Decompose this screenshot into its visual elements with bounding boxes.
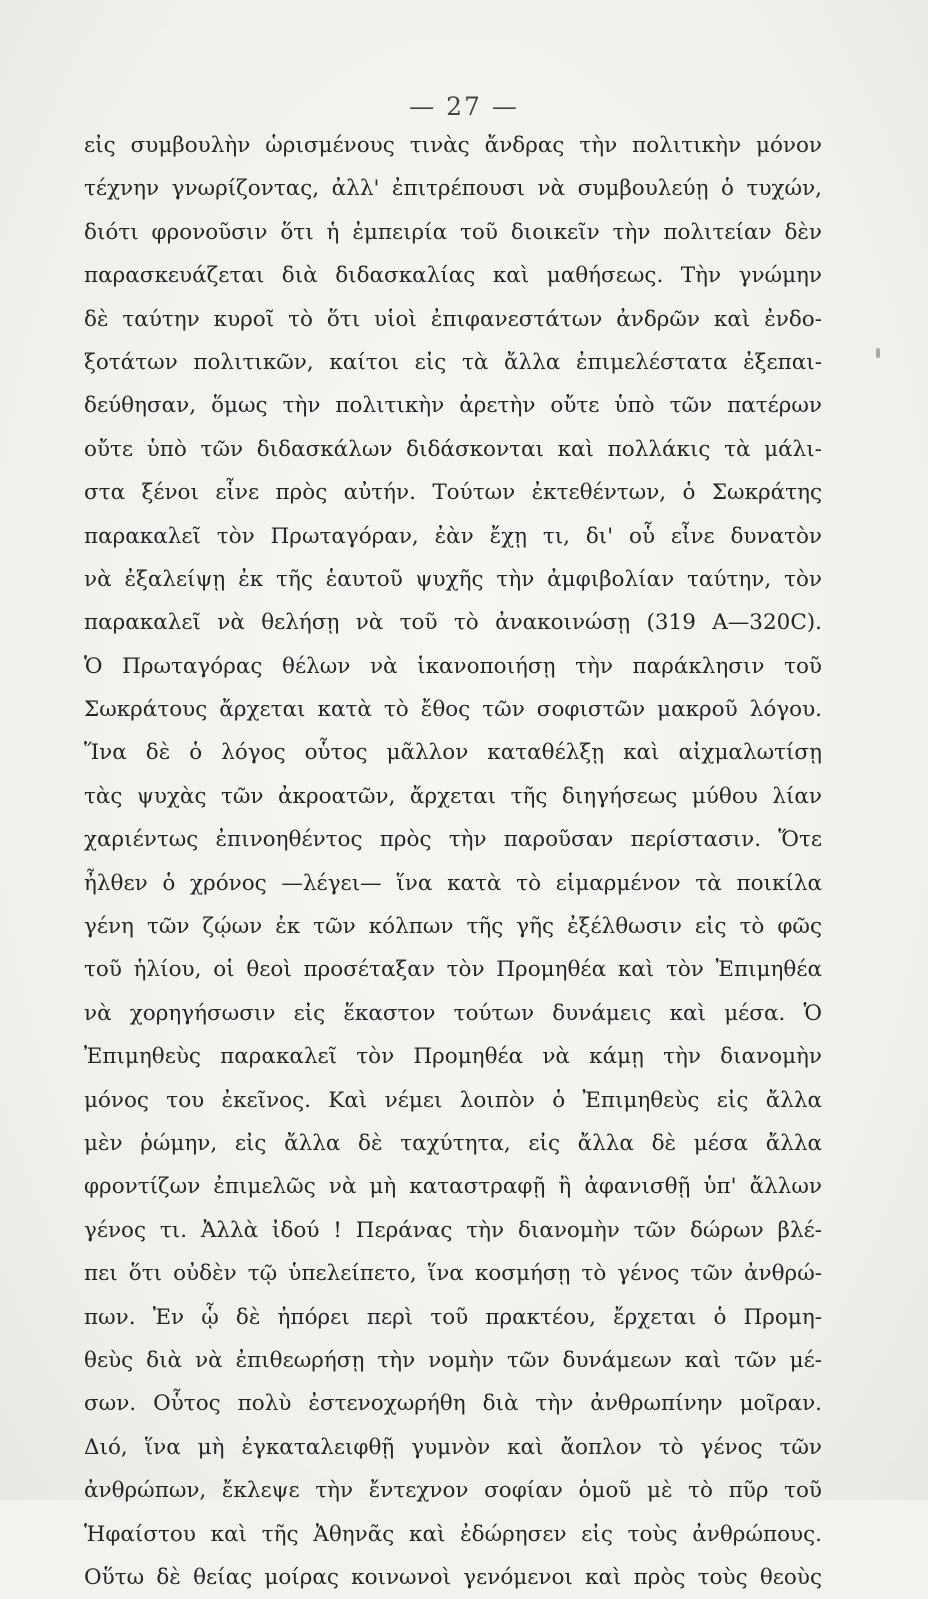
text-line: παρακαλεῖ νὰ θελήσῃ νὰ τοῦ τὸ ἀνακοινώσῃ (319 A—320C). — [84, 610, 822, 636]
text-line: ἦλθεν ὁ χρόνος —λέγει— ἵνα κατὰ τὸ εἱμαρμένον τὰ ποικίλα — [84, 870, 822, 896]
text-line: Ἡφαίστου καὶ τῆς Ἀθηνᾶς καὶ ἐδώρησεν εἰς τοὺς ἀνθρώπους. — [84, 1521, 822, 1547]
text-line: ἀνθρώπων, ἔκλεψε τὴν ἔντεχνον σοφίαν ὁμοῦ μὲ τὸ πῦρ τοῦ — [84, 1478, 822, 1504]
text-line: ξοτάτων πολιτικῶν, καίτοι εἰς τὰ ἄλλα ἐπιμελέστατα ἐξεπαι- — [84, 349, 822, 375]
body-text — [84, 124, 822, 1599]
text-line: πων. Ἐν ᾧ δὲ ἠπόρει περὶ τοῦ πρακτέου, ἔρχεται ὁ Προμη- — [84, 1304, 822, 1330]
text-line: πει ὅτι οὐδὲν τῷ ὑπελείπετο, ἵνα κοσμήσῃ τὸ γένος τῶν ἀνθρώ- — [84, 1261, 822, 1287]
text-line: χαριέντως ἐπινοηθέντος πρὸς τὴν παροῦσαν περίστασιν. Ὅτε — [84, 827, 822, 853]
text-line: μὲν ῥώμην, εἰς ἄλλα δὲ ταχύτητα, εἰς ἄλλα δὲ μέσα ἄλλα — [84, 1130, 822, 1156]
text-line: στα ξένοι εἶνε πρὸς αὐτήν. Τούτων ἐκτεθέντων, ὁ Σωκράτης — [84, 480, 822, 506]
text-line: σων. Οὗτος πολὺ ἐστενοχωρήθη διὰ τὴν ἀνθρωπίνην μοῖραν. — [84, 1391, 822, 1417]
text-line: Οὕτω δὲ θείας μοίρας κοινωνοὶ γενόμενοι καὶ πρὸς τοὺς θεοὺς — [84, 1564, 822, 1590]
margin-speck — [876, 348, 880, 358]
text-line: δὲ ταύτην κυροῖ τὸ ὅτι υἱοὶ ἐπιφανεστάτων ἀνδρῶν καὶ ἐνδο- — [84, 306, 822, 332]
text-line: Ἵνα δὲ ὁ λόγος οὗτος μᾶλλον καταθέλξῃ καὶ αἰχμαλωτίσῃ — [84, 740, 822, 766]
text-line: οὔτε ὑπὸ τῶν διδασκάλων διδάσκονται καὶ πολλάκις τὰ μάλι- — [84, 436, 822, 462]
text-line: τὰς ψυχὰς τῶν ἀκροατῶν, ἄρχεται τῆς διηγήσεως μύθου λίαν — [84, 783, 822, 809]
text-line: τοῦ ἡλίου, οἱ θεοὶ προσέταξαν τὸν Προμηθέα καὶ τὸν Ἐπιμηθέα — [84, 957, 822, 983]
text-line: τέχνην γνωρίζοντας, ἀλλ' ἐπιτρέπουσι νὰ συμβουλεύῃ ὁ τυχών, — [84, 176, 822, 202]
text-line: θεὺς διὰ νὰ ἐπιθεωρήσῃ τὴν νομὴν τῶν δυνάμεων καὶ τῶν μέ- — [84, 1347, 822, 1373]
text-line: Ὁ Πρωταγόρας θέλων νὰ ἱκανοποιήσῃ τὴν παράκλησιν τοῦ — [84, 653, 822, 679]
page-number: — 27 — — [409, 92, 519, 121]
text-line: εἰς συμβουλὴν ὡρισμένους τινὰς ἄνδρας τὴν πολιτικὴν μόνον — [84, 133, 822, 158]
text-line: Σωκράτους ἄρχεται κατὰ τὸ ἔθος τῶν σοφιστῶν μακροῦ λόγου. — [84, 697, 822, 723]
text-line: διότι φρονοῦσιν ὅτι ἡ ἐμπειρία τοῦ διοικεῖν τὴν πολιτείαν δὲν — [84, 219, 822, 245]
text-line: παρακαλεῖ τὸν Πρωταγόραν, ἐὰν ἔχῃ τι, δι' οὗ εἶνε δυνατὸν — [84, 523, 822, 549]
text-line: Διό, ἵνα μὴ ἐγκαταλειφθῇ γυμνὸν καὶ ἄοπλον τὸ γένος τῶν — [84, 1434, 822, 1460]
text-line: μόνος του ἐκεῖνος. Καὶ νέμει λοιπὸν ὁ Ἐπιμηθεὺς εἰς ἄλλα — [84, 1087, 822, 1113]
text-line: Ἐπιμηθεὺς παρακαλεῖ τὸν Προμηθέα νὰ κάμῃ τὴν διανομὴν — [84, 1044, 822, 1070]
text-line: παρασκευάζεται διὰ διδασκαλίας καὶ μαθήσεως. Τὴν γνώμην — [84, 263, 822, 289]
text-line: γένος τι. Ἀλλὰ ἰδού ! Περάνας τὴν διανομὴν τῶν δώρων βλέ- — [84, 1217, 822, 1243]
text-line: φροντίζων ἐπιμελῶς νὰ μὴ καταστραφῇ ἢ ἀφανισθῇ ὑπ' ἄλλων — [84, 1174, 822, 1200]
text-line: δεύθησαν, ὅμως τὴν πολιτικὴν ἀρετὴν οὔτε ὑπὸ τῶν πατέρων — [84, 393, 822, 419]
text-line: νὰ χορηγήσωσιν εἰς ἕκαστον τούτων δυνάμεις καὶ μέσα. Ὁ — [84, 1000, 822, 1026]
text-line: γένη τῶν ζῴων ἐκ τῶν κόλπων τῆς γῆς ἐξέλθωσιν εἰς τὸ φῶς — [84, 914, 822, 940]
text-line: νὰ ἐξαλείψῃ ἐκ τῆς ἑαυτοῦ ψυχῆς τὴν ἀμφιβολίαν ταύτην, τὸν — [84, 566, 822, 592]
